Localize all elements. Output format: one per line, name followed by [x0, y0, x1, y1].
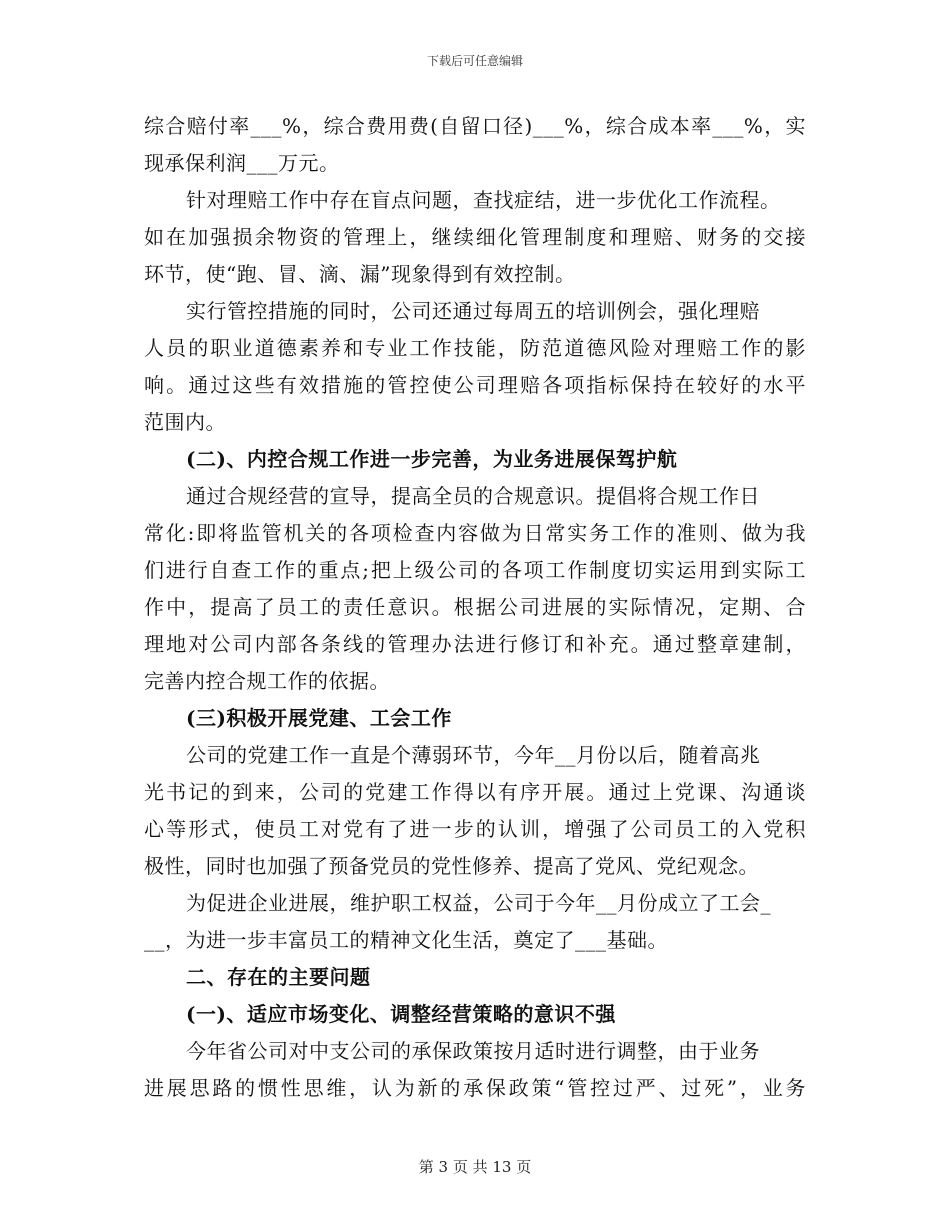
- paragraph-line: 综合赔付率___%，综合费用费(自留口径)___%，综合成本率___%，实: [144, 114, 806, 138]
- section-heading: (三)积极开展党建、工会工作: [186, 706, 452, 730]
- paragraph-line: 极性，同时也加强了预备党员的党性修养、提高了党风、党纪观念。: [144, 854, 759, 878]
- section-heading: 二、存在的主要问题: [186, 965, 371, 989]
- paragraph-line: 实行管控措施的同时，公司还通过每周五的培训例会，强化理赔: [186, 299, 760, 323]
- paragraph-line: 完善内控合规工作的依据。: [144, 669, 390, 693]
- paragraph-line: 进展思路的惯性思维，认为新的承保政策“管控过严、过死”，业务: [144, 1076, 806, 1100]
- paragraph-line: 范围内。: [144, 410, 226, 434]
- paragraph-line: 作中，提高了员工的责任意识。根据公司进展的实际情况，定期、合: [144, 595, 806, 619]
- section-heading: (一)、适应市场变化、调整经营策略的意识不强: [186, 1002, 616, 1026]
- paragraph-line: 常化:即将监管机关的各项检查内容做为日常实务工作的准则、做为我: [144, 521, 806, 545]
- paragraph-line: 针对理赔工作中存在盲点问题，查找症结，进一步优化工作流程。: [186, 188, 781, 212]
- paragraph-line: __，为进一步丰富员工的精神文化生活，奠定了___基础。: [144, 928, 668, 952]
- section-heading: (二)、内控合规工作进一步完善，为业务进展保驾护航: [186, 447, 678, 471]
- paragraph-line: 们进行自查工作的重点;把上级公司的各项工作制度切实运用到实际工: [144, 558, 806, 582]
- paragraph-line: 理地对公司内部各条线的管理办法进行修订和补充。通过整章建制，: [144, 632, 806, 656]
- paragraph-line: 环节，使“跑、冒、滴、漏”现象得到有效控制。: [144, 262, 576, 286]
- paragraph-line: 为促进企业进展，维护职工权益，公司于今年__月份成立了工会_: [186, 891, 771, 915]
- paragraph-line: 心等形式，使员工对党有了进一步的认训，增强了公司员工的入党积: [144, 817, 806, 841]
- page-footer: 第 3 页 共 13 页: [418, 1158, 532, 1176]
- paragraph-line: 公司的党建工作一直是个薄弱环节，今年__月份以后，随着高兆: [186, 743, 761, 767]
- paragraph-line: 通过合规经营的宣导，提高全员的合规意识。提倡将合规工作日: [186, 484, 760, 508]
- paragraph-line: 光书记的到来，公司的党建工作得以有序开展。通过上党课、沟通谈: [144, 780, 806, 804]
- paragraph-line: 人员的职业道德素养和专业工作技能，防范道德风险对理赔工作的影: [144, 336, 806, 360]
- paragraph-line: 现承保利润___万元。: [144, 151, 340, 175]
- paragraph-line: 响。通过这些有效措施的管控使公司理赔各项指标保持在较好的水平: [144, 373, 806, 397]
- paragraph-line: 今年省公司对中支公司的承保政策按月适时进行调整，由于业务: [186, 1039, 760, 1063]
- document-body: [144, 108, 806, 1107]
- page-header: 下载后可任意编辑: [426, 54, 523, 68]
- paragraph-line: 如在加强损余物资的管理上，继续细化管理制度和理赔、财务的交接: [144, 225, 806, 249]
